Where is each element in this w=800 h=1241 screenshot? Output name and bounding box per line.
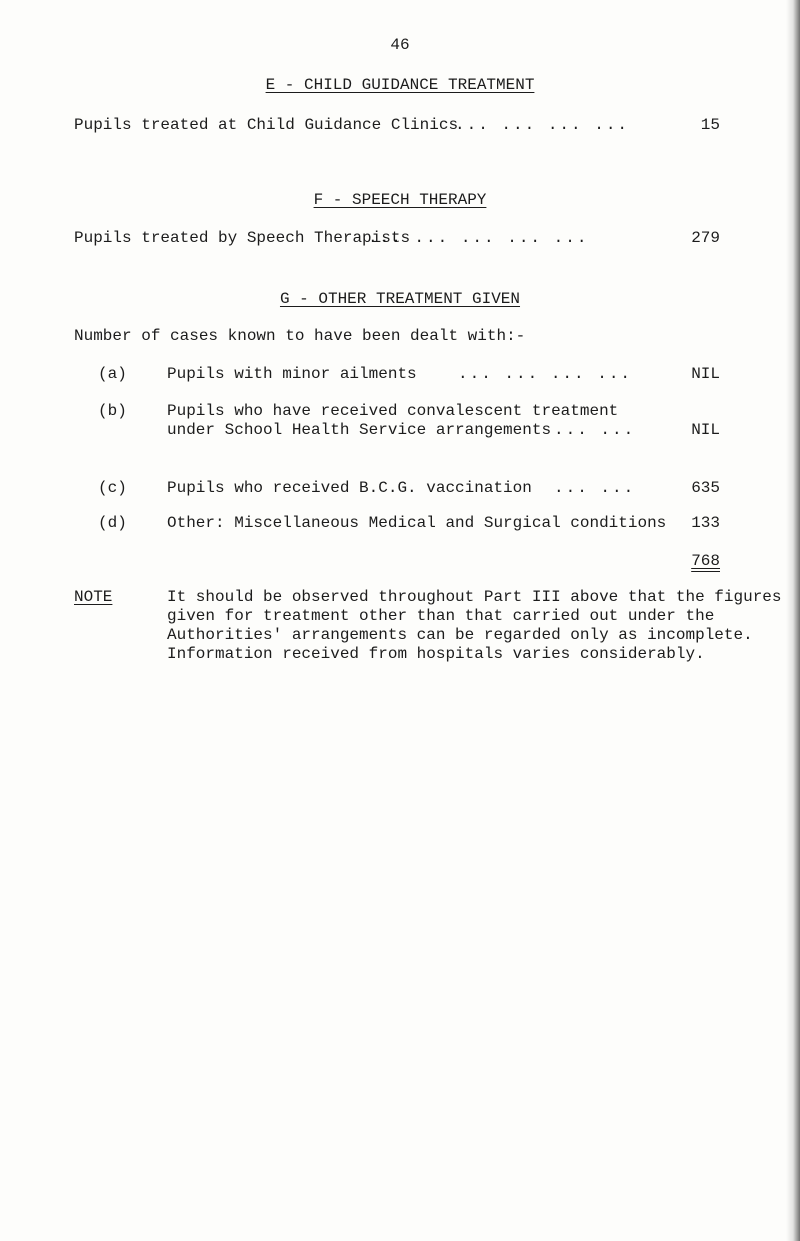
item-d-marker: (d) — [98, 514, 127, 532]
item-a-label: Pupils with minor ailments — [167, 365, 417, 383]
section-f-heading: F - SPEECH THERAPY — [313, 191, 487, 209]
item-c-leader: ... ... — [554, 479, 636, 497]
note-line-4: Information received from hospitals varies considerably. — [167, 645, 705, 663]
section-g-total: 768 — [691, 552, 720, 570]
section-g-intro: Number of cases known to have been dealt with:- — [74, 327, 526, 345]
section-f-row-leader: ... ... ... ... ... — [368, 229, 589, 247]
section-e-row-label: Pupils treated at Child Guidance Clinics — [74, 116, 459, 134]
item-d-label: Other: Miscellaneous Medical and Surgical conditions — [167, 514, 667, 532]
item-b-label-line1: Pupils who have received convalescent treatment — [167, 402, 619, 420]
item-a-value: NIL — [691, 365, 720, 383]
note-line-1: It should be observed throughout Part III above that the figures — [167, 588, 782, 606]
note-line-2: given for treatment other than that carried out under the — [167, 607, 715, 625]
item-c-value: 635 — [691, 479, 720, 497]
section-e-heading: E - CHILD GUIDANCE TREATMENT — [265, 76, 535, 94]
item-b-marker: (b) — [98, 402, 127, 420]
scan-edge-shadow — [786, 0, 800, 1241]
note-line-3: Authorities' arrangements can be regarded only as incomplete. — [167, 626, 753, 644]
note-label: NOTE — [74, 588, 113, 606]
item-b-label-line2: under School Health Service arrangements — [167, 421, 552, 439]
item-a-marker: (a) — [98, 365, 127, 383]
section-e-row-value: 15 — [700, 116, 720, 134]
item-d-value: 133 — [691, 514, 720, 532]
item-b-leader: ... ... — [554, 421, 636, 439]
section-f-row-value: 279 — [691, 229, 720, 247]
page-number: 46 — [390, 36, 410, 54]
item-a-leader: ... ... ... ... — [458, 365, 633, 383]
item-b-value: NIL — [691, 421, 720, 439]
section-e-row-leader: ... ... ... ... — [455, 116, 630, 134]
section-g-heading: G - OTHER TREATMENT GIVEN — [279, 290, 521, 308]
item-c-marker: (c) — [98, 479, 127, 497]
item-c-label: Pupils who received B.C.G. vaccination — [167, 479, 532, 497]
section-f-row-label: Pupils treated by Speech Therapists — [74, 229, 411, 247]
